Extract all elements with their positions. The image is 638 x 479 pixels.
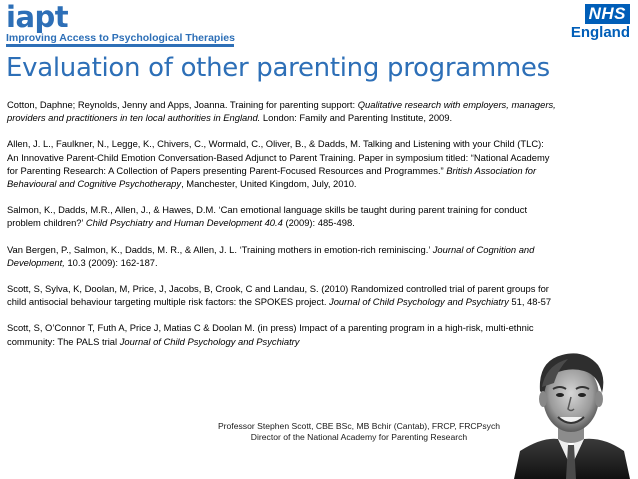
reference-item [7, 321, 557, 347]
reference-item [7, 282, 557, 308]
reference-item [7, 243, 557, 269]
logo-underline [6, 44, 234, 47]
reference-list [7, 98, 557, 361]
iapt-logo-word: iapt [6, 0, 69, 34]
reference-text: London: Family and Parenting Institute, 2009. [260, 112, 453, 124]
reference-italic-text: Qualitative research with employers, managers, providers and practitioners in ten local authorities in England. [7, 99, 556, 124]
header [0, 0, 638, 48]
reference-italic-text: British Association for Behavioural and Cognitive Psychotherapy [7, 164, 537, 190]
reference-text: 51, 48-57 [508, 296, 552, 308]
reference-text: Cotton, Daphne; Reynolds, Jenny and Apps, Joanna. Training for parenting support: [7, 99, 358, 110]
reference-text: , Manchester, United Kingdom, July, 2010. [181, 178, 357, 190]
page-title: Evaluation of other parenting programmes [6, 53, 550, 83]
nhs-england-logo [566, 4, 630, 42]
caption-role: Director of the National Academy for Parenting Research [250, 432, 468, 442]
reference-italic-text: Journal of Child Psychology and Psychiatry [329, 296, 509, 308]
reference-text: (2009): 485-498. [282, 217, 355, 229]
reference-text: 10.3 (2009): 162-187. [64, 256, 158, 268]
nhs-england-label: England [570, 24, 630, 41]
reference-text: Salmon, K., Dadds, M.R., Allen, J., & Hawes, D.M. ‘Can emotional language skills be taught during parent training for conduct problem children?’ [7, 204, 528, 229]
nhs-badge: NHS [585, 4, 630, 24]
iapt-logo [6, 2, 235, 44]
reference-italic-text: Child Psychiatry and Human Development 40.4 [85, 217, 283, 229]
photo-caption [200, 421, 518, 443]
reference-text: Van Bergen, P., Salmon, K., Dadds, M. R., & Allen, J. L. ‘Training mothers in emotion-rich reminiscing.’ [7, 243, 433, 255]
reference-text: Allen, J. L., Faulkner, N., Legge, K., Chivers, C., Wormald, C., Oliver, B., & Dadds, M. Talking and Listening with your Child (TLC): An Innovative Parent-Child Emotion Conversation-Based Adjunct to Parent Training. Paper in symposium titled: “National Academy for Parenting Research: A Collection of Papers presenting Parent-Focused Resources and Programmes.” [7, 138, 550, 176]
iapt-logo-tagline: Improving Access to Psychological Therapies [6, 32, 235, 44]
reference-text: Scott, S, Sylva, K, Doolan, M, Price, J, Jacobs, B, Crook, C and Landau, S. (2010) Randomized controlled trial of parent groups for child antisocial behaviour targeting multiple risk factors: the SPOKES project. [7, 283, 549, 308]
reference-item [7, 203, 557, 229]
caption-name: Professor Stephen Scott, CBE BSc, MB Bchir (Cantab), FRCP, FRCPsych [217, 421, 501, 431]
portrait-photo [512, 339, 630, 479]
reference-italic-text: Journal of Child Psychology and Psychiatry [119, 335, 300, 347]
reference-item [7, 137, 557, 190]
portrait-illustration [512, 339, 630, 479]
reference-item [7, 98, 557, 124]
reference-italic-text: Journal of Cognition and Development, [7, 243, 535, 268]
reference-text: Scott, S, O’Connor T, Futh A, Price J, Matias C & Doolan M. (in press) Impact of a parenting program in a high-risk, multi-ethnic community: The PALS trial [7, 322, 534, 347]
